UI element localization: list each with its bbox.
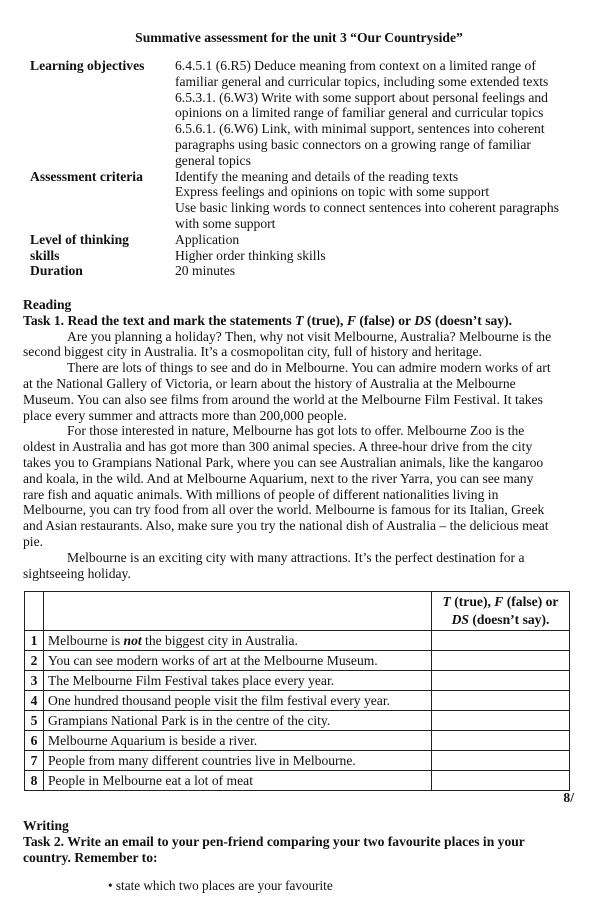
task2-instruction bbox=[23, 834, 583, 866]
table-row bbox=[25, 711, 570, 731]
text-line: Melbourne is an exciting city with many attractions. It’s the perfect destination for a bbox=[67, 549, 525, 565]
reading-paragraph bbox=[23, 360, 588, 423]
task2-line: country. Remember to: bbox=[23, 849, 158, 865]
assessment-info bbox=[30, 58, 590, 279]
answer-cell[interactable] bbox=[432, 651, 570, 671]
statement-cell: You can see modern works of art at the Melbourne Museum. bbox=[44, 651, 432, 671]
objective-line: 6.5.6.1. (6.W6) Link, with minimal support, sentences into coherent bbox=[175, 121, 545, 137]
duration-label: Duration bbox=[30, 263, 83, 279]
row-number: 4 bbox=[25, 691, 44, 711]
header-statement-cell bbox=[44, 592, 432, 631]
duration-value: 20 minutes bbox=[175, 263, 236, 279]
thinking-skills-label bbox=[30, 232, 175, 264]
text-line: at the National Gallery of Victoria, or learn about the history of Australia at the Melbourne bbox=[23, 375, 516, 391]
text-line: There are lots of things to see and do in Melbourne. You can admire modern works of art bbox=[67, 360, 551, 376]
bullet-text: state which two places are your favourite bbox=[115, 878, 333, 893]
answer-cell[interactable] bbox=[432, 671, 570, 691]
row-number: 5 bbox=[25, 711, 44, 731]
objective-line: familiar general and curricular topics, including some extended texts bbox=[175, 73, 549, 89]
statement-cell: The Melbourne Film Festival takes place every year. bbox=[44, 671, 432, 691]
task1-mid1: (true), bbox=[303, 312, 347, 328]
assessment-criteria-label: Assessment criteria bbox=[30, 168, 143, 184]
answer-cell[interactable] bbox=[432, 771, 570, 791]
statement-text: Melbourne is bbox=[48, 632, 124, 648]
text-line: rare fish and aquatic animals. With millions of people of different nationalities living in bbox=[23, 486, 499, 502]
thinking-skills-label-line: skills bbox=[30, 247, 60, 263]
header-text: (doesn’t say). bbox=[468, 612, 550, 627]
learning-objectives-row bbox=[30, 58, 590, 169]
row-number: 2 bbox=[25, 651, 44, 671]
table-header-row bbox=[25, 592, 570, 631]
statement-cell: People in Melbourne eat a lot of meat bbox=[44, 771, 432, 791]
text-line: Melbourne, you can try food from all over the world. Melbourne is famous for its Italian, Greek bbox=[23, 502, 545, 518]
assessment-criteria-row bbox=[30, 169, 590, 232]
table-row bbox=[25, 671, 570, 691]
header-blank-cell bbox=[25, 592, 44, 631]
header-t: T bbox=[442, 594, 451, 609]
text-line: oldest in Australia and has got more than 300 animal species. A three-hour drive from the city bbox=[23, 439, 533, 455]
row-number: 1 bbox=[25, 631, 44, 651]
learning-objectives-text bbox=[175, 58, 590, 169]
row-number: 6 bbox=[25, 731, 44, 751]
thinking-skills-label-line: Level of thinking bbox=[30, 231, 129, 247]
bullet-icon: • bbox=[108, 878, 116, 893]
reading-paragraph bbox=[23, 329, 588, 361]
header-f: F bbox=[494, 594, 504, 609]
criteria-line: Express feelings and opinions on topic with some support bbox=[175, 184, 490, 200]
table-row bbox=[25, 751, 570, 771]
statement-cell: One hundred thousand people visit the film festival every year. bbox=[44, 691, 432, 711]
text-line: second biggest city in Australia. It’s a cosmopolitan city, full of history and heritage. bbox=[23, 344, 482, 360]
writing-heading: Writing bbox=[23, 818, 69, 833]
reading-paragraph bbox=[23, 550, 588, 582]
text-line: takes you to Grampians National Park, where you can see Australian animals, like the kangaroo bbox=[23, 454, 544, 470]
row-number: 7 bbox=[25, 751, 44, 771]
criteria-line: Identify the meaning and details of the reading texts bbox=[175, 168, 459, 184]
statement-emphasis: not bbox=[123, 632, 142, 648]
criteria-line: with some support bbox=[175, 215, 276, 231]
table-row bbox=[25, 691, 570, 711]
task1-prefix: Task 1. Read the text and mark the statements bbox=[23, 312, 296, 328]
objective-line: general topics bbox=[175, 152, 251, 168]
text-line: sightseeing holiday. bbox=[23, 565, 131, 581]
text-line: Are you planning a holiday? Then, why not visit Melbourne, Australia? Melbourne is the bbox=[67, 328, 552, 344]
text-line: place every summer and attracts more than 200,000 people. bbox=[23, 407, 347, 423]
objective-line: opinions on a limited range of familiar general and curricular topics bbox=[175, 105, 544, 121]
answer-cell[interactable] bbox=[432, 691, 570, 711]
objective-line: 6.4.5.1 (6.R5) Deduce meaning from context on a limited range of bbox=[175, 58, 536, 73]
reading-section bbox=[23, 297, 588, 581]
assessment-criteria-text bbox=[175, 169, 590, 232]
text-line: and Asian restaurants. Also, make sure you try the national dish of Australia – the delicious meat bbox=[23, 518, 549, 534]
task1-t: T bbox=[295, 312, 304, 328]
statement-cell: Grampians National Park is in the centre of the city. bbox=[44, 711, 432, 731]
row-number: 8 bbox=[25, 771, 44, 791]
criteria-line: Use basic linking words to connect sentences into coherent paragraphs bbox=[175, 200, 559, 216]
learning-objectives-label: Learning objectives bbox=[30, 58, 145, 73]
text-line: Museum. You can also see films from around the world at the Melbourne Film Festival. It takes bbox=[23, 391, 543, 407]
objective-line: 6.5.3.1. (6.W3) Write with some support about personal feelings and bbox=[175, 89, 548, 105]
table-row bbox=[25, 771, 570, 791]
answer-cell[interactable] bbox=[432, 631, 570, 651]
statement-cell: People from many different countries live in Melbourne. bbox=[44, 751, 432, 771]
thinking-skill-line: Higher order thinking skills bbox=[175, 247, 326, 263]
reading-heading: Reading bbox=[23, 297, 72, 312]
task2-line: Task 2. Write an email to your pen-friend comparing your two favourite places in your bbox=[23, 833, 525, 849]
row-number: 3 bbox=[25, 671, 44, 691]
table-row bbox=[25, 631, 570, 651]
reading-paragraph bbox=[23, 423, 588, 549]
answer-cell[interactable] bbox=[432, 711, 570, 731]
writing-section bbox=[23, 818, 583, 865]
header-ds: DS bbox=[451, 612, 469, 627]
task1-mid2: (false) or bbox=[355, 312, 415, 328]
answer-column-header bbox=[432, 592, 570, 631]
task1-instruction bbox=[23, 313, 588, 329]
objective-line: paragraphs using basic connectors on a growing range of familiar bbox=[175, 136, 531, 152]
statement-cell bbox=[44, 631, 432, 651]
writing-bullet bbox=[108, 878, 333, 894]
statement-text: the biggest city in Australia. bbox=[141, 632, 298, 648]
thinking-skill-line: Application bbox=[175, 231, 240, 247]
duration-row bbox=[30, 263, 590, 279]
text-line: For those interested in nature, Melbourne has got lots to offer. Melbourne Zoo is the bbox=[67, 423, 525, 439]
statement-cell: Melbourne Aquarium is beside a river. bbox=[44, 731, 432, 751]
answer-cell[interactable] bbox=[432, 731, 570, 751]
page-title: Summative assessment for the unit 3 “Our Countryside” bbox=[135, 30, 463, 45]
score-total: 8/ bbox=[563, 790, 574, 805]
task1-ds: DS bbox=[414, 312, 432, 328]
table-row bbox=[25, 731, 570, 751]
table-row bbox=[25, 651, 570, 671]
text-line: and koala, in the wild. And at Melbourne Aquarium, next to the river Yarra, you can see many bbox=[23, 470, 534, 486]
text-line: pie. bbox=[23, 533, 44, 549]
header-text: (false) or bbox=[503, 594, 559, 609]
header-text: (true), bbox=[450, 594, 495, 609]
thinking-skills-text bbox=[175, 232, 590, 264]
task1-suffix: (doesn’t say). bbox=[431, 312, 513, 328]
task1-f: F bbox=[346, 312, 356, 328]
answer-cell[interactable] bbox=[432, 751, 570, 771]
thinking-skills-row bbox=[30, 232, 590, 264]
true-false-table bbox=[24, 591, 570, 791]
